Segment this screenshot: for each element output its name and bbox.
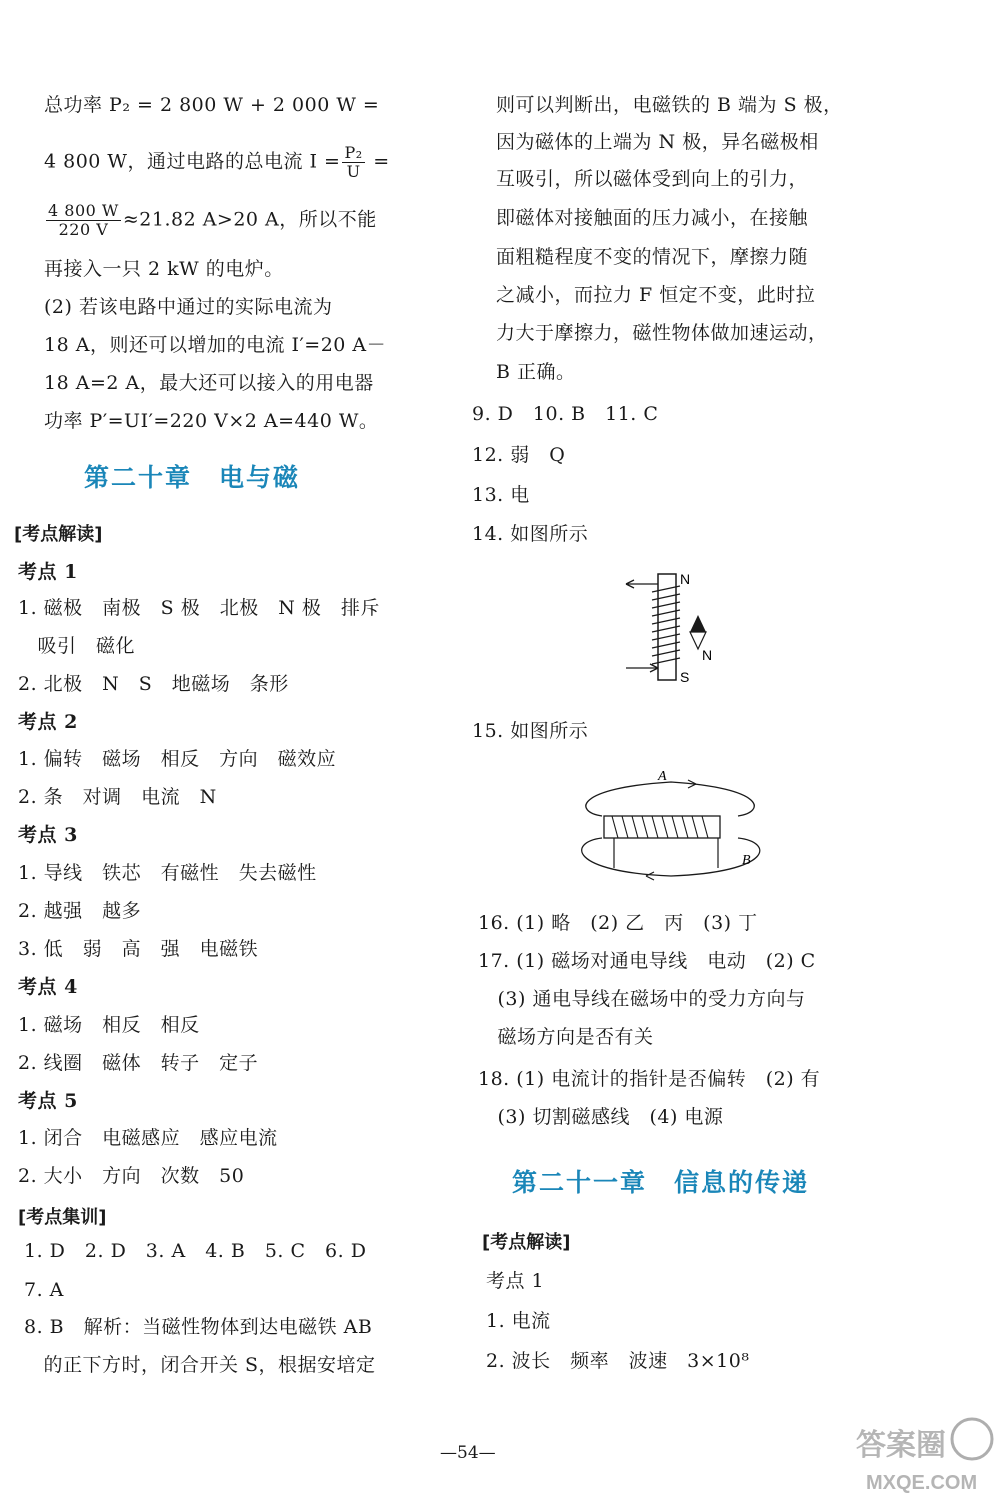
watermark-circle-icon <box>952 1419 992 1459</box>
right-line: 互吸引，所以磁体受到向上的引力， <box>496 168 809 190</box>
kp-line: 1. 磁场 相反 相反 <box>18 1014 200 1036</box>
field-line-top <box>586 782 754 816</box>
fraction-tail: = <box>366 150 390 173</box>
kp-line: 考点 3 <box>18 824 78 846</box>
figure-15-solenoid-field <box>566 768 776 888</box>
fraction-numerator: P₂ <box>344 143 363 162</box>
left-line-4: 再接入一只 2 kW 的电炉。 <box>44 258 284 280</box>
left-line-3 <box>44 202 377 239</box>
label-top-n: N <box>680 571 691 587</box>
field-line-bottom <box>582 838 760 876</box>
right-line: 即磁体对接触面的压力减小，在接触 <box>496 207 809 229</box>
right-line: 面粗糙程度不变的情况下，摩擦力随 <box>496 246 809 268</box>
answer-line: 17. (1) 磁场对通电导线 电动 (2) C <box>478 950 816 972</box>
answer-line: 7. A <box>24 1279 64 1301</box>
left-line-6: 18 A，则还可以增加的电流 I′=20 A－ <box>44 334 387 356</box>
fraction-denominator: U <box>346 162 361 181</box>
answer-line: 14. 如图所示 <box>472 523 589 545</box>
watermark-logo <box>846 1397 996 1497</box>
watermark-text: 答案圈 <box>856 1428 946 1463</box>
right-line: 则可以判断出，电磁铁的 B 端为 S 极， <box>496 94 843 116</box>
answer-line: (3) 通电导线在磁场中的受力方向与 <box>478 988 806 1010</box>
answer-line: 的正下方时，闭合开关 S，根据安培定 <box>24 1354 376 1376</box>
left-line-8: 功率 P′=UI′=220 V×2 A=440 W。 <box>44 410 379 432</box>
kp-line: 2. 条 对调 电流 N <box>18 786 217 808</box>
answer-line: 9. D 10. B 11. C <box>472 403 659 425</box>
kp-line: 吸引 磁化 <box>18 635 136 657</box>
left-line-2-text: 4 800 W，通过电路的总电流 I = <box>44 150 341 173</box>
answer-line: 16. (1) 略 (2) 乙 丙 (3) 丁 <box>478 912 758 934</box>
right-line: 因为磁体的上端为 N 极，异名磁极相 <box>496 131 819 153</box>
kp-line: 2. 线圈 磁体 转子 定子 <box>18 1052 259 1074</box>
answer-line: 18. (1) 电流计的指针是否偏转 (2) 有 <box>478 1068 821 1090</box>
kp-line: 1. 磁极 南极 S 极 北极 N 极 排斥 <box>18 597 380 619</box>
fraction-numerator: 4 800 W <box>48 201 119 220</box>
kp-line: 考点 1 <box>18 561 78 583</box>
compass-needle-north-icon <box>690 615 706 632</box>
kp-line: 3. 低 弱 高 强 电磁铁 <box>18 938 259 960</box>
section-training: [考点集训] <box>18 1207 107 1228</box>
chapter-21-title: 第二十一章 信息的传递 <box>512 1168 810 1197</box>
answer-line: 8. B 解析：当磁性物体到达电磁铁 AB <box>24 1316 373 1338</box>
kp-line: 考点 5 <box>18 1090 78 1112</box>
kp-line: 2. 北极 N S 地磁场 条形 <box>18 673 289 695</box>
page-number: —54— <box>440 1443 496 1463</box>
label-a: A <box>658 769 667 784</box>
section-interpret-left: [考点解读] <box>14 524 103 545</box>
kp-line: 1. 偏转 磁场 相反 方向 磁效应 <box>18 748 337 770</box>
answer-line: 1. D 2. D 3. A 4. B 5. C 6. D <box>24 1240 367 1262</box>
answer-line: 2. 波长 频率 波速 3×10⁸ <box>486 1350 750 1372</box>
kp-line: 考点 4 <box>18 976 78 998</box>
left-line-1: 总功率 P₂ = 2 800 W + 2 000 W = <box>44 94 380 116</box>
fraction-p2-u <box>342 144 364 181</box>
kp-line: 2. 大小 方向 次数 50 <box>18 1165 245 1187</box>
fraction-denominator: 220 V <box>58 220 109 239</box>
answer-line: 1. 电流 <box>486 1310 551 1332</box>
chapter-20-title: 第二十章 电与磁 <box>84 463 301 492</box>
right-line: 力大于摩擦力，磁性物体做加速运动， <box>496 322 828 344</box>
answer-line: 12. 弱 Q <box>472 444 566 466</box>
left-line-5: (2) 若该电路中通过的实际电流为 <box>44 296 333 318</box>
left-line-7: 18 A=2 A，最大还可以接入的用电器 <box>44 372 374 394</box>
watermark-url: MXQE.COM <box>866 1472 978 1494</box>
fraction-tail: ≈21.82 A>20 A，所以不能 <box>122 208 377 231</box>
right-line: B 正确。 <box>496 361 576 383</box>
arrow-left-icon <box>646 872 654 880</box>
left-line-2 <box>44 144 390 181</box>
label-bottom-s: S <box>680 669 690 685</box>
answer-line: 15. 如图所示 <box>472 720 589 742</box>
kp-line: 1. 导线 铁芯 有磁性 失去磁性 <box>18 862 317 884</box>
kp-line: 2. 越强 越多 <box>18 900 142 922</box>
section-interpret-right: [考点解读] <box>482 1232 571 1253</box>
figure-14-electromagnet <box>600 570 730 690</box>
fraction-calc <box>46 202 121 239</box>
label-b: B <box>742 853 751 868</box>
answer-line: (3) 切割磁感线 (4) 电源 <box>478 1106 724 1128</box>
kp-line: 考点 1 <box>486 1270 545 1292</box>
answer-line: 磁场方向是否有关 <box>478 1026 654 1048</box>
kp-line: 考点 2 <box>18 711 78 733</box>
kp-line: 1. 闭合 电磁感应 感应电流 <box>18 1127 278 1149</box>
answer-line: 13. 电 <box>472 484 530 506</box>
right-line: 之减小，而拉力 F 恒定不变，此时拉 <box>496 284 816 306</box>
label-needle-n: N <box>702 647 713 663</box>
